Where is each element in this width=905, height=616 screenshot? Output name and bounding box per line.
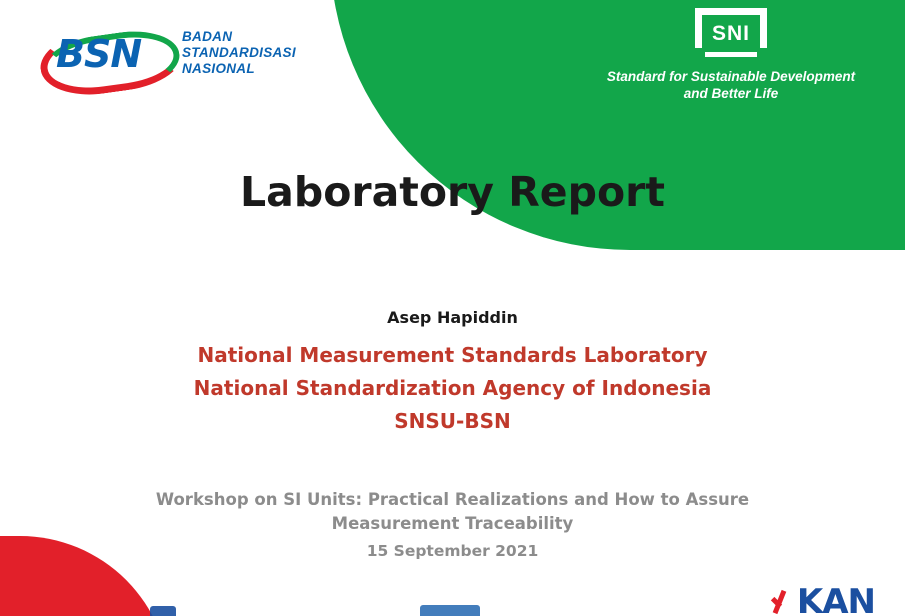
sni-tagline-line1: Standard for Sustainable Development [606, 69, 856, 84]
bsn-logo-mark [40, 22, 172, 84]
kan-logo [769, 582, 875, 616]
footer-logo-strip [120, 602, 620, 616]
author-name: Asep Hapiddin [387, 308, 518, 327]
affiliation-line-1: National Measurement Standards Laboratory [197, 343, 708, 367]
bsn-wordmark-line2: STANDARDISASI [182, 45, 296, 60]
event-date: 15 September 2021 [366, 542, 539, 560]
affiliation-line-2: National Standardization Agency of Indonesia [193, 376, 712, 400]
author-block [0, 308, 905, 438]
event-block [0, 488, 905, 560]
sni-acronym: SNI [711, 22, 750, 45]
bsn-wordmark-line3: NASIONAL [182, 61, 255, 76]
bsn-acronym: BSN [56, 32, 142, 76]
page-title: Laboratory Report [240, 168, 665, 216]
sni-logo [581, 8, 881, 102]
kan-acronym: KAN [796, 582, 875, 616]
sni-tagline [581, 68, 881, 102]
footer-logo-icon-2 [420, 605, 480, 616]
sni-bottom-bar-icon [705, 52, 757, 57]
sni-tagline-line2: and Better Life [683, 86, 779, 101]
footer-logo-icon-1 [150, 606, 176, 616]
bsn-wordmark [182, 29, 296, 77]
event-title: Workshop on SI Units: Practical Realizations and How to Assure Measurement Traceability [155, 490, 750, 533]
kan-check-icon [769, 588, 795, 616]
bsn-wordmark-line1: BADAN [182, 29, 233, 44]
bsn-logo [40, 22, 296, 84]
sni-top-bar-icon [695, 8, 767, 15]
sni-logo-mark [695, 8, 767, 66]
affiliation-line-3: SNSU-BSN [394, 409, 511, 433]
